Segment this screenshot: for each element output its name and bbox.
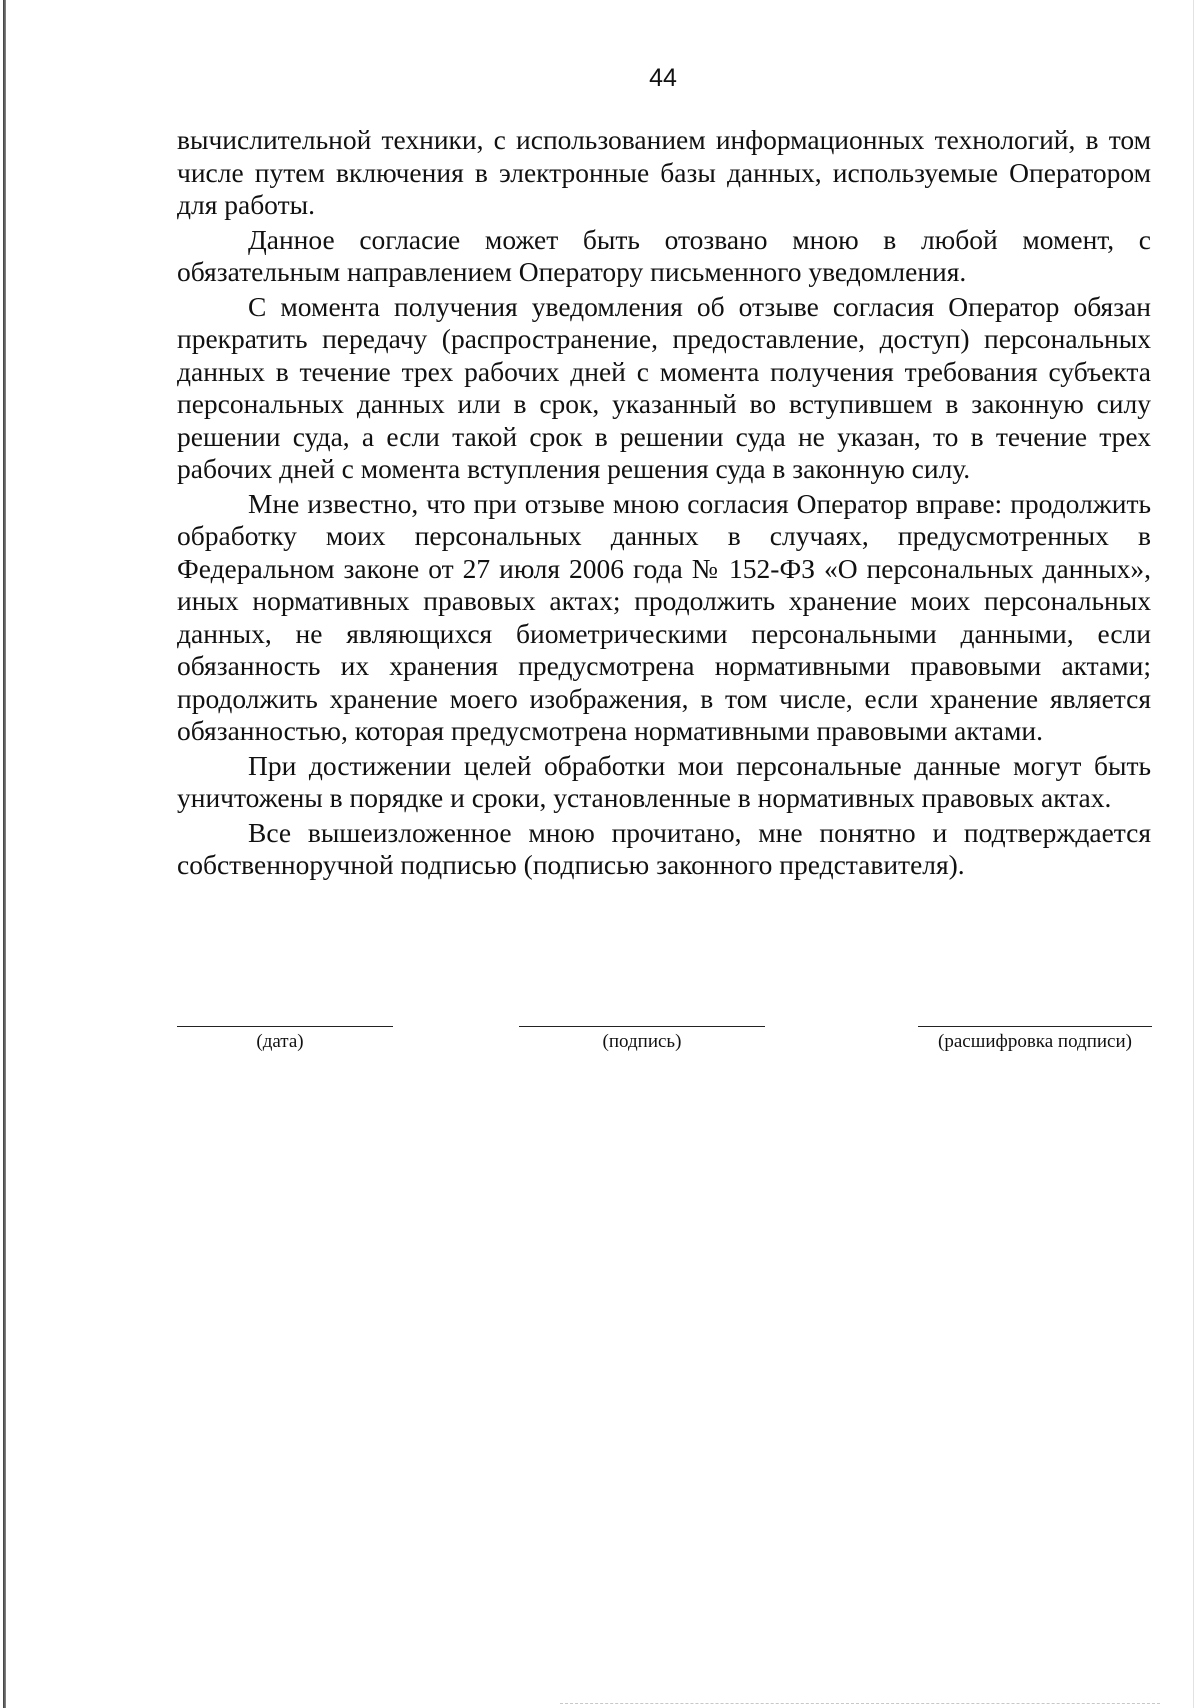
paragraph-operator-rights: Мне известно, что при отзыве мною согласия Оператор вправе: продолжить обработку моих персональных данных в случаях, предусмотренных в Федеральном законе от 27 июля 2006 года № 152-ФЗ «О персональных данных», иных нормативных правовых актах; продолжить хранение моих персональных данных, не являющихся биометрическими персональными данными, если обязанность их хранения предусмотрена нормативными правовыми актами; продолжить хранение моего изображения, в том числе, если хранение является обязанностью, которая предусмотрена нормативными правовыми актами. xyxy=(177,487,1151,746)
scan-edge-left xyxy=(3,0,6,1708)
date-field[interactable] xyxy=(177,1026,393,1053)
consent-text xyxy=(177,124,1151,884)
paragraph-data-destruction: При достижении целей обработки мои персональные данные могут быть уничтожены в порядке и сроки, установленные в нормативных правовых актах. xyxy=(177,749,1151,813)
signature-decoding-line xyxy=(918,1026,1152,1027)
signature-decoding-field[interactable] xyxy=(918,1026,1152,1053)
signature-label: (подпись) xyxy=(602,1031,682,1052)
scan-bottom-artifact xyxy=(560,1703,1160,1706)
date-label: (дата) xyxy=(256,1031,304,1052)
paragraph-confirmation: Все вышеизложенное мною прочитано, мне понятно и подтверждается собственноручной подписью (подписью законного представителя). xyxy=(177,816,1151,880)
paragraph-operator-obligation: С момента получения уведомления об отзыве согласия Оператор обязан прекратить передачу (распространение, предоставление, доступ) персональных данных в течение трех рабочих дней с момента получения требования субъекта персональных данных или в срок, указанный во вступившем в законную силу решении суда, а если такой срок в решении суда не указан, то в течение трех рабочих дней с момента вступления решения суда в законную силу. xyxy=(177,290,1151,484)
signature-block xyxy=(0,1026,1200,1066)
signature-line xyxy=(519,1026,765,1027)
signature-decoding-label: (расшифровка подписи) xyxy=(938,1031,1132,1052)
date-line xyxy=(177,1026,393,1027)
signature-field[interactable] xyxy=(519,1026,765,1053)
paragraph-withdrawal: Данное согласие может быть отозвано мною в любой момент, с обязательным направлением Оператору письменного уведомления. xyxy=(177,223,1151,287)
paragraph-continuation: вычислительной техники, с использованием информационных технологий, в том числе путем включения в электронные базы данных, используемые Оператором для работы. xyxy=(177,124,1151,220)
page-number: 44 xyxy=(649,64,677,92)
scan-edge-right xyxy=(1193,0,1194,1708)
